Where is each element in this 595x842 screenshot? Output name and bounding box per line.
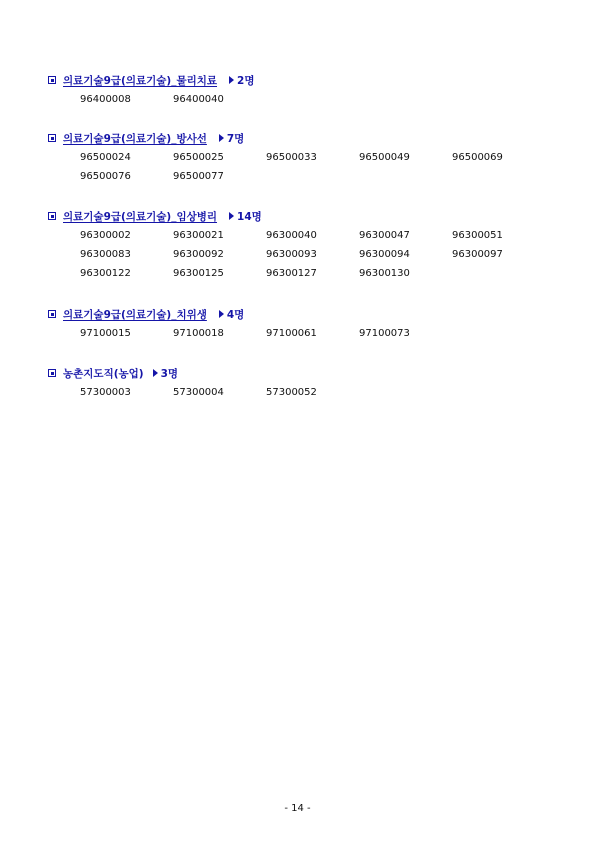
section-count xyxy=(229,73,254,88)
code-list xyxy=(80,90,568,109)
applicant-code: 96300127 xyxy=(266,268,317,279)
applicant-code: 57300052 xyxy=(266,387,317,398)
applicant-code: 97100018 xyxy=(173,328,224,339)
applicant-code: 97100015 xyxy=(80,328,131,339)
applicant-code: 96500077 xyxy=(173,171,224,182)
square-bullet-icon xyxy=(48,369,56,377)
section-title: 농촌지도직(농업) xyxy=(63,367,144,380)
section-physical-therapy xyxy=(48,72,568,109)
triangle-right-icon xyxy=(219,134,224,142)
section-title: 의료기술9급(의료기술)_방사선 xyxy=(63,132,207,145)
count-label: 7명 xyxy=(226,132,245,145)
applicant-code: 96400040 xyxy=(173,94,224,105)
page-number: - 14 - xyxy=(284,803,311,814)
applicant-code: 96500025 xyxy=(173,152,224,163)
code-list xyxy=(80,226,568,283)
triangle-right-icon xyxy=(153,369,158,377)
applicant-code: 96300047 xyxy=(359,230,410,241)
square-bullet-icon xyxy=(48,212,56,220)
applicant-code: 96500076 xyxy=(80,171,131,182)
applicant-code: 96300040 xyxy=(266,230,317,241)
triangle-right-icon xyxy=(229,76,234,84)
section-count xyxy=(219,131,244,146)
applicant-code: 96300093 xyxy=(266,249,317,260)
code-list xyxy=(80,383,568,402)
applicant-code: 96300125 xyxy=(173,268,224,279)
applicant-code: 96500069 xyxy=(452,152,503,163)
section-count xyxy=(153,366,178,381)
section-title: 의료기술9급(의료기술)_물리치료 xyxy=(63,74,218,87)
square-bullet-icon xyxy=(48,310,56,318)
applicant-code: 96400008 xyxy=(80,94,131,105)
section-title: 의료기술9급(의료기술)_임상병리 xyxy=(63,210,218,223)
applicant-code: 96300122 xyxy=(80,268,131,279)
applicant-code: 96300097 xyxy=(452,249,503,260)
applicant-code: 96300083 xyxy=(80,249,131,260)
count-label: 4명 xyxy=(226,308,245,321)
applicant-code: 96300002 xyxy=(80,230,131,241)
applicant-code: 96500033 xyxy=(266,152,317,163)
section-heading xyxy=(48,208,568,224)
applicant-code: 96300094 xyxy=(359,249,410,260)
section-dental-hygiene xyxy=(48,306,568,343)
applicant-code: 96500049 xyxy=(359,152,410,163)
applicant-code: 96500024 xyxy=(80,152,131,163)
applicant-code: 57300004 xyxy=(173,387,224,398)
section-count xyxy=(219,307,244,322)
triangle-right-icon xyxy=(229,212,234,220)
section-title: 의료기술9급(의료기술)_치위생 xyxy=(63,308,207,321)
section-radiology xyxy=(48,130,568,186)
section-clinical-pathology xyxy=(48,208,568,283)
applicant-code: 96300130 xyxy=(359,268,410,279)
section-heading xyxy=(48,365,568,381)
section-count xyxy=(229,209,262,224)
section-heading xyxy=(48,72,568,88)
code-list xyxy=(80,324,568,343)
triangle-right-icon xyxy=(219,310,224,318)
count-label: 2명 xyxy=(237,74,255,87)
count-label: 3명 xyxy=(160,367,179,380)
section-heading xyxy=(48,306,568,322)
applicant-code: 57300003 xyxy=(80,387,131,398)
count-label: 14명 xyxy=(237,210,262,223)
applicant-code: 96300092 xyxy=(173,249,224,260)
square-bullet-icon xyxy=(48,134,56,142)
code-list xyxy=(80,148,568,186)
square-bullet-icon xyxy=(48,76,56,84)
section-heading xyxy=(48,130,568,146)
applicant-code: 97100073 xyxy=(359,328,410,339)
applicant-code: 96300051 xyxy=(452,230,503,241)
applicant-code: 96300021 xyxy=(173,230,224,241)
applicant-code: 97100061 xyxy=(266,328,317,339)
section-agriculture xyxy=(48,365,568,402)
